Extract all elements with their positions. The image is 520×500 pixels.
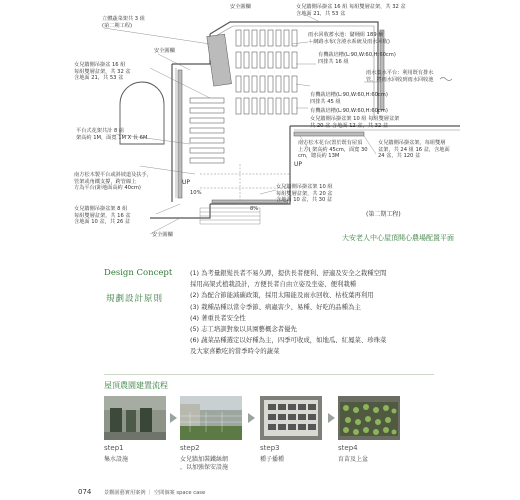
label-shelf-low: 有機栽培槽(L:90,W:60,H:60cm) <box>310 108 388 114</box>
step3-label: step3 <box>260 444 280 452</box>
label-safety-rail-top: 安全圍欄 <box>230 4 251 10</box>
step4-label: step4 <box>338 444 358 452</box>
concept-item: (6) 蔬菜品種選定以好種為主，四季可收成，如地瓜、紅鳳菜、珍珠菜 及大家喜歡吃的當季時令的蔬菜 <box>190 336 387 356</box>
label-shelf-top: 有機栽培槽(L:90,W:60,H:60cm) 四排共 16 組 <box>318 52 396 65</box>
plan-caption: 大安老人中心屋頂開心農場配置平面 <box>342 234 454 242</box>
page-number: 074 <box>78 488 92 496</box>
label-right-hanging: 女兒牆側吊掛盆架，每組雙層 盆架，共 24 組 16 盆，含地面 24 盆，共 120 盆 <box>378 140 450 160</box>
step-arrow <box>248 413 255 423</box>
label-rain-tank: 雨水回收蓄水池：儲桶組 189 桶 ＋網路水布(含澆水系統及雨水回收) <box>308 32 390 45</box>
step2-desc: 女兒牆加裝鐵絲網 ，以加強保安設施 <box>180 456 229 471</box>
design-concept-title-zh: 規劃設計原則 <box>106 294 164 304</box>
label-nw-planter: 立體蔬菜架共 3 組 (第二期工程) <box>102 16 145 29</box>
step4-photo <box>338 396 400 440</box>
label-flower-bed: 南方松木花台(置於既有屋頂 上方) 架高約 45cm，面寬 30 cm，總長約 13M <box>298 140 368 160</box>
label-rain-note: 雨水集水平台：利用既有排水 管，將雨水回收到雨水回收池 <box>366 70 434 83</box>
step3-desc: 種子播種 <box>260 456 285 463</box>
step-arrow <box>328 413 335 423</box>
step1-desc: 集水設施 <box>104 456 129 463</box>
step2-photo <box>180 396 242 440</box>
process-title: 屋頂農園建置流程 <box>104 381 168 390</box>
label-top-hanging: 女兒牆側吊掛盆 16 組 每組雙層盆架，共 32 盆 含地面 21，共 53 盆 <box>296 4 406 17</box>
step1-label: step1 <box>104 444 124 452</box>
concept-item: (3) 栽種品種以當令季節、病蟲害少、易種、好吃的品種為主 <box>190 302 361 311</box>
label-bottom-hanging: 女兒牆側吊掛盆架 10 組 每組雙層盆架，共 20 盆 含地面 10 盆，共 30 盆 <box>276 184 333 204</box>
label-up-1: UP <box>182 179 191 186</box>
concept-item: (5) 志工培訓對象以具園藝概念者優先 <box>190 325 297 334</box>
design-concept-list <box>190 268 440 358</box>
label-up-2: UP <box>294 161 303 168</box>
label-slope-2: 8% <box>250 206 259 212</box>
label-low-hanging: 女兒牆側吊掛盆架 8 組 每組雙層盆架，共 16 盆 含地面 10 盆，共 26 盆 <box>74 206 131 226</box>
concept-item: (1) 為考量銀髮長者不易久蹲，提供長者便利、舒適及安全之栽種空間 採用高架式植栽設計，方便長者自由立姿及坐姿、便利栽種 <box>190 269 387 289</box>
concept-item: (2) 為配合節能減碳政策，採用太陽能及雨水回收、枯枝葉再利用 <box>190 291 374 300</box>
label-safety-rail-bottom: 安全圍欄 <box>152 232 173 238</box>
step3-photo <box>260 396 322 440</box>
footer-text: 景觀園藝實用案例 ｜ 空間個案 space case <box>104 490 206 496</box>
label-shelf-mid: 有機栽培槽(L:90,W:60,H:60cm) 四排共 45 組 <box>310 92 388 105</box>
rooftop-plan <box>60 4 460 242</box>
label-phase2: (第二期工程) <box>366 211 401 218</box>
step1-photo <box>104 396 166 440</box>
label-mid-hanging: 女兒牆側吊掛盆架 10 組 每組雙層盆架 共 20 盆 含地面 12 盆，共 32 盆 <box>310 116 400 129</box>
label-slope-1: 10% <box>190 190 202 196</box>
design-concept-title-en: Design Concept <box>104 268 173 278</box>
planter-grid-top <box>236 30 297 114</box>
step2-label: step2 <box>180 444 200 452</box>
concept-item: (4) 著重長者安全性 <box>190 313 246 322</box>
label-platform: 平台式花架共計 8 組 架高約 1M，面寬 1M X 長 6M <box>76 128 148 141</box>
curl-mark <box>440 78 452 81</box>
step-arrow <box>170 413 177 423</box>
label-deck: 南方松木製平台或斜坡道及扶手， 管架或角鐵支撐，跨管線上 方為平台(距地面高約 40cm) <box>74 172 152 192</box>
label-left-hanging: 女兒牆側吊掛盆 16 組 每組雙層盆架，共 32 盆 含地面 21，共 53 盆 <box>74 62 131 82</box>
step4-desc: 育苗及上盆 <box>338 456 369 463</box>
label-safety-rail-left: 安全圍欄 <box>154 48 175 54</box>
section-divider <box>104 374 434 375</box>
planter-rows-left <box>190 98 224 163</box>
